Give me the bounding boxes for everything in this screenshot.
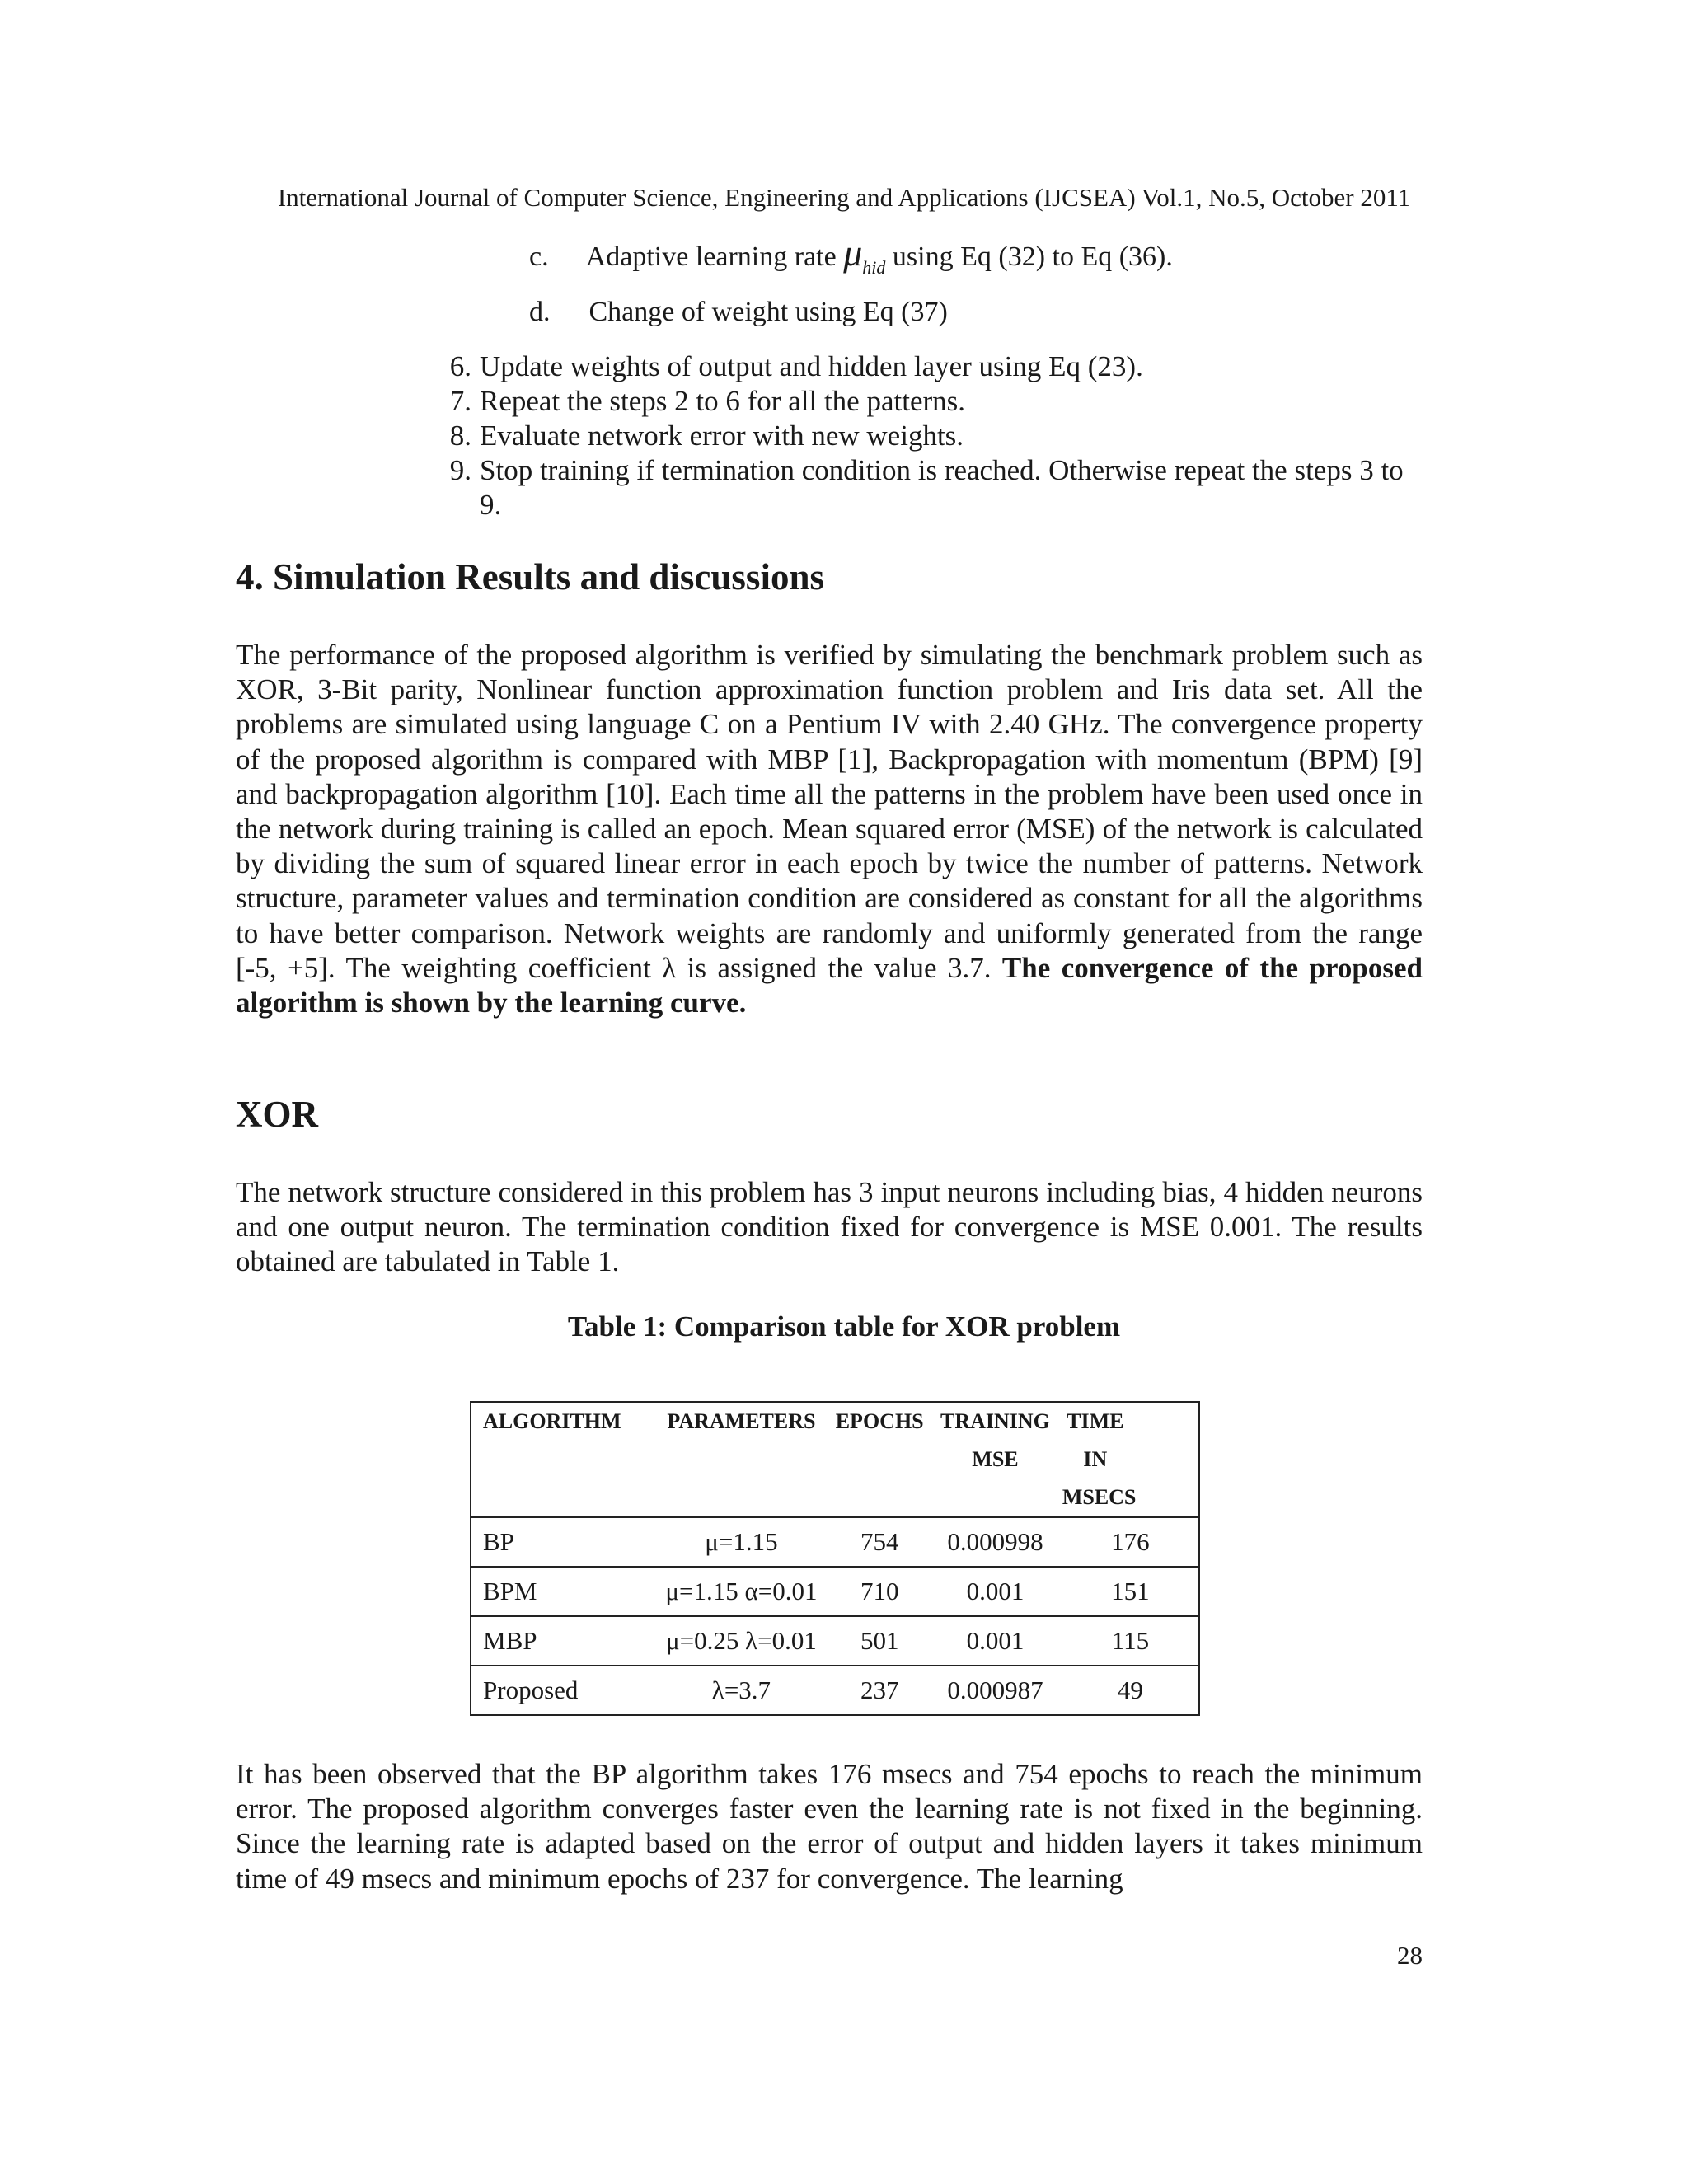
- header-training-mse: [928, 1402, 1062, 1517]
- step-item: [449, 384, 1423, 419]
- paragraph-simulation: [236, 638, 1423, 1020]
- header-time: [1062, 1402, 1199, 1517]
- cell-time: 151: [1062, 1567, 1199, 1616]
- page-number: 28: [1397, 1941, 1423, 1970]
- table-row: [471, 1616, 1199, 1666]
- cell-time: 115: [1062, 1616, 1199, 1666]
- table-row: [471, 1517, 1199, 1567]
- header-line: PARAMETERS: [667, 1409, 816, 1433]
- substep-d: [529, 295, 948, 330]
- substep-c-post: using Eq (32) to Eq (36).: [892, 241, 1173, 272]
- substep-c: [529, 232, 1173, 285]
- cell-time: 49: [1062, 1666, 1199, 1715]
- cell-epochs: 710: [831, 1567, 928, 1616]
- substep-c-text: Adaptive learning rate: [585, 241, 837, 272]
- xor-heading: XOR: [236, 1094, 318, 1135]
- step-item: [449, 349, 1423, 384]
- paragraph-bold-text: The convergence of the proposed algorithm is shown by the learning curve.: [236, 951, 1423, 1019]
- step-text: Evaluate network error with new weights.: [480, 419, 964, 452]
- header-epochs: [831, 1402, 928, 1517]
- table-header-row: [471, 1402, 1199, 1517]
- table-caption: Table 1: Comparison table for XOR problem: [567, 1310, 1121, 1343]
- header-line: MSECS: [1062, 1485, 1137, 1509]
- algorithm-steps: [449, 349, 1423, 523]
- journal-header: International Journal of Computer Science, Engineering and Applications (IJCSEA) Vol.1, No.5, October 2011: [277, 183, 1411, 212]
- header-line: EPOCHS: [835, 1409, 924, 1433]
- cell-epochs: 501: [831, 1616, 928, 1666]
- substep-d-text: Change of weight using Eq (37): [588, 297, 948, 327]
- header-line: TRAINING: [940, 1409, 1050, 1433]
- cell-mse: 0.001: [928, 1616, 1062, 1666]
- step-number: 8.: [449, 419, 471, 452]
- cell-algorithm: Proposed: [471, 1666, 652, 1715]
- header-parameters: [652, 1402, 832, 1517]
- cell-mse: 0.000987: [928, 1666, 1062, 1715]
- header-line: ALGORITHM: [483, 1409, 621, 1433]
- step-text: Repeat the steps 2 to 6 for all the patterns.: [480, 385, 966, 417]
- step-number: 7.: [449, 385, 471, 417]
- step-item: [449, 453, 1418, 523]
- section-title: 4. Simulation Results and discussions: [236, 556, 824, 598]
- cell-time: 176: [1062, 1517, 1199, 1567]
- cell-algorithm: BPM: [471, 1567, 652, 1616]
- comparison-table: [470, 1401, 1200, 1716]
- cell-parameters: μ=1.15 α=0.01: [652, 1567, 832, 1616]
- cell-parameters: λ=3.7: [652, 1666, 832, 1715]
- cell-parameters: μ=0.25 λ=0.01: [652, 1616, 832, 1666]
- step-number: 9.: [449, 454, 471, 486]
- table-row: [471, 1567, 1199, 1616]
- cell-epochs: 754: [831, 1517, 928, 1567]
- cell-algorithm: MBP: [471, 1616, 652, 1666]
- paragraph-xor: The network structure considered in this problem has 3 input neurons including bias, 4 hidden neurons and one output neuron. The termination condition fixed for convergence is MSE 0.001. The results obtained are tabulated in Table 1.: [236, 1176, 1423, 1278]
- step-text: Stop training if termination condition is reached. Otherwise repeat the steps 3 to 9.: [480, 454, 1404, 521]
- step-item: [449, 419, 1423, 453]
- paragraph-observation: It has been observed that the BP algorithm takes 176 msecs and 754 epochs to reach the minimum error. The proposed algorithm converges faster even the learning rate is not fixed in the beginning. Since the learning rate is adapted based on the error of output and hidden layers it takes minimum time of 49 msecs and minimum epochs of 237 for convergence. The learning: [236, 1758, 1423, 1895]
- step-number: 6.: [449, 350, 471, 382]
- cell-parameters: μ=1.15: [652, 1517, 832, 1567]
- substep-d-label: d.: [529, 297, 551, 327]
- header-algorithm: [471, 1402, 652, 1517]
- step-text: Update weights of output and hidden layer using Eq (23).: [480, 350, 1143, 382]
- substep-c-label: c.: [529, 241, 549, 272]
- mu-subscript: hid: [862, 257, 886, 278]
- cell-mse: 0.000998: [928, 1517, 1062, 1567]
- header-line: IN: [1083, 1447, 1108, 1471]
- mu-symbol: μ: [843, 232, 863, 274]
- paragraph-text: The performance of the proposed algorithm is verified by simulating the benchmark problem such as XOR, 3-Bit parity, Nonlinear function approximation function problem and Iris data set. All the problems are simulated using language C on a Pentium IV with 2.40 GHz. The convergence property of the proposed algorithm is compared with MBP [1], Backpropagation with momentum (BPM) [9] and backpropagation algorithm [10]. Each time all the patterns in the problem have been used once in the network during training is called an epoch. Mean squared error (MSE) of the network is calculated by dividing the sum of squared linear error in each epoch by twice the number of patterns. Network structure, parameter values and termination condition are considered as constant for all the algorithms to have better comparison. Network weights are randomly and uniformly generated from the range [-5, +5]. The weighting coefficient λ is assigned the value 3.7.: [236, 639, 1423, 984]
- mu-hid-symbol: [843, 232, 886, 278]
- header-line: MSE: [972, 1447, 1019, 1471]
- cell-algorithm: BP: [471, 1517, 652, 1567]
- header-line: TIME: [1067, 1409, 1124, 1433]
- cell-epochs: 237: [831, 1666, 928, 1715]
- table-row: [471, 1666, 1199, 1715]
- cell-mse: 0.001: [928, 1567, 1062, 1616]
